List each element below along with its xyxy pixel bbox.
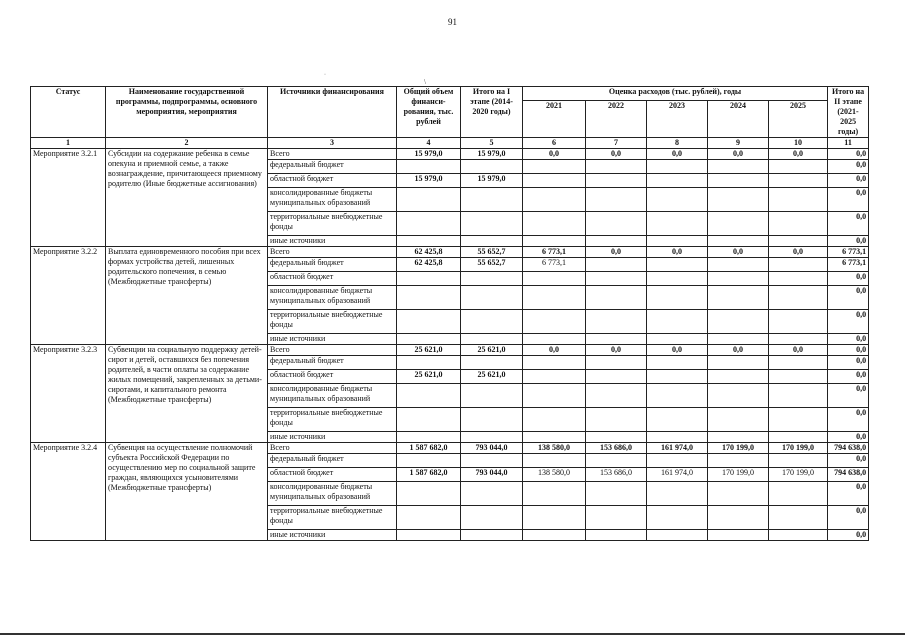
value-cell-y2023	[647, 272, 708, 286]
header-name: Наименование государственной программы, подпрограммы, основного мероприятия, мероприятия	[106, 87, 268, 138]
value-cell-s2: 0,0	[828, 345, 869, 356]
funding-source: иные источники	[268, 334, 397, 345]
value-cell-s1: 793 044,0	[461, 443, 523, 454]
value-cell-y2022	[586, 174, 647, 188]
value-cell-s1	[461, 188, 523, 212]
measure-status: Мероприятие 3.2.4	[31, 443, 106, 541]
header-sources: Источники финансирования	[268, 87, 397, 138]
value-cell-s2: 0,0	[828, 149, 869, 160]
value-cell-y2024	[708, 432, 769, 443]
header-year: 2025	[769, 101, 828, 138]
value-cell-y2022	[586, 286, 647, 310]
value-cell-s1: 15 979,0	[461, 174, 523, 188]
value-cell-y2025	[769, 408, 828, 432]
value-cell-y2021	[523, 530, 586, 541]
value-cell-y2023	[647, 212, 708, 236]
value-cell-s2: 0,0	[828, 236, 869, 247]
value-cell-y2024	[708, 258, 769, 272]
value-cell-y2022	[586, 408, 647, 432]
measure-name: Субвенции на социальную поддержку детей-сирот и детей, оставшихся без попечения родителей, в части оплаты за содержание жилых помещений, закрепленных за детьми-сиротами, и капитального ремонта (Межбюджетные трансферты)	[106, 345, 268, 443]
value-cell-y2021	[523, 356, 586, 370]
value-cell-y2022	[586, 188, 647, 212]
value-cell-y2024: 0,0	[708, 149, 769, 160]
value-cell-s2: 794 638,0	[828, 468, 869, 482]
value-cell-y2024: 0,0	[708, 247, 769, 258]
value-cell-y2023: 0,0	[647, 149, 708, 160]
value-cell-total	[397, 236, 461, 247]
scan-mark: ·	[324, 72, 326, 78]
value-cell-y2021: 138 580,0	[523, 468, 586, 482]
value-cell-y2025: 0,0	[769, 345, 828, 356]
funding-source: областной бюджет	[268, 272, 397, 286]
value-cell-s1	[461, 272, 523, 286]
value-cell-y2021	[523, 160, 586, 174]
value-cell-y2022	[586, 530, 647, 541]
value-cell-s2: 6 773,1	[828, 258, 869, 272]
value-cell-s2: 794 638,0	[828, 443, 869, 454]
value-cell-y2025	[769, 310, 828, 334]
value-cell-y2025	[769, 454, 828, 468]
value-cell-y2025: 0,0	[769, 247, 828, 258]
funding-source: иные источники	[268, 530, 397, 541]
value-cell-s2: 0,0	[828, 408, 869, 432]
value-cell-total	[397, 188, 461, 212]
page-number: 91	[448, 17, 457, 27]
column-number: 10	[769, 138, 828, 149]
value-cell-y2021: 0,0	[523, 149, 586, 160]
measure-name: Субсидии на содержание ребенка в семье опекуна и приемной семье, а также вознаграждение, причитающееся приемному родителю (Иные бюджетные ассигнования)	[106, 149, 268, 247]
value-cell-y2024	[708, 160, 769, 174]
value-cell-y2023	[647, 370, 708, 384]
funding-source: Всего	[268, 443, 397, 454]
value-cell-s2: 0,0	[828, 432, 869, 443]
header-stage1: Итого на I этапе (2014-2020 годы)	[461, 87, 523, 138]
value-cell-y2021	[523, 334, 586, 345]
value-cell-s2: 0,0	[828, 174, 869, 188]
value-cell-y2023	[647, 160, 708, 174]
funding-source: консолидированные бюджеты муниципальных образований	[268, 482, 397, 506]
value-cell-y2024: 170 199,0	[708, 443, 769, 454]
funding-source: иные источники	[268, 432, 397, 443]
value-cell-y2024	[708, 188, 769, 212]
value-cell-y2024	[708, 236, 769, 247]
value-cell-s2: 0,0	[828, 310, 869, 334]
funding-source: федеральный бюджет	[268, 258, 397, 272]
value-cell-total: 62 425,8	[397, 247, 461, 258]
value-cell-y2021: 6 773,1	[523, 258, 586, 272]
header-year: 2024	[708, 101, 769, 138]
value-cell-total	[397, 530, 461, 541]
value-cell-y2023	[647, 174, 708, 188]
value-cell-y2024	[708, 272, 769, 286]
value-cell-y2024	[708, 174, 769, 188]
header-estimate: Оценка расходов (тыс. рублей), годы	[523, 87, 828, 101]
value-cell-y2024	[708, 506, 769, 530]
value-cell-y2023: 0,0	[647, 345, 708, 356]
value-cell-s2: 0,0	[828, 530, 869, 541]
value-cell-y2025	[769, 432, 828, 443]
funding-source: иные источники	[268, 236, 397, 247]
value-cell-total	[397, 506, 461, 530]
value-cell-y2025: 0,0	[769, 149, 828, 160]
table-row	[31, 443, 869, 454]
value-cell-total	[397, 384, 461, 408]
funding-source: консолидированные бюджеты муниципальных образований	[268, 384, 397, 408]
value-cell-y2021: 0,0	[523, 345, 586, 356]
funding-source: федеральный бюджет	[268, 160, 397, 174]
value-cell-y2021	[523, 506, 586, 530]
value-cell-y2024	[708, 212, 769, 236]
value-cell-y2025	[769, 212, 828, 236]
value-cell-y2021	[523, 212, 586, 236]
value-cell-y2022	[586, 482, 647, 506]
funding-source: территориальные внебюджетные фонды	[268, 408, 397, 432]
value-cell-s2: 6 773,1	[828, 247, 869, 258]
value-cell-s2: 0,0	[828, 188, 869, 212]
table-row	[31, 345, 869, 356]
value-cell-y2023	[647, 408, 708, 432]
value-cell-y2021	[523, 272, 586, 286]
value-cell-y2023	[647, 384, 708, 408]
header-year: 2023	[647, 101, 708, 138]
value-cell-y2021: 6 773,1	[523, 247, 586, 258]
value-cell-total: 25 621,0	[397, 345, 461, 356]
value-cell-y2025	[769, 506, 828, 530]
value-cell-total: 62 425,8	[397, 258, 461, 272]
funding-source: консолидированные бюджеты муниципальных образований	[268, 286, 397, 310]
value-cell-total	[397, 160, 461, 174]
column-number: 1	[31, 138, 106, 149]
column-number: 3	[268, 138, 397, 149]
value-cell-y2022	[586, 454, 647, 468]
value-cell-s1	[461, 432, 523, 443]
value-cell-y2024	[708, 310, 769, 334]
value-cell-s1: 25 621,0	[461, 345, 523, 356]
header-status: Статус	[31, 87, 106, 138]
value-cell-y2024: 0,0	[708, 345, 769, 356]
funding-source: Всего	[268, 247, 397, 258]
value-cell-y2024: 170 199,0	[708, 468, 769, 482]
value-cell-y2022	[586, 272, 647, 286]
value-cell-total: 15 979,0	[397, 174, 461, 188]
value-cell-y2025	[769, 530, 828, 541]
value-cell-s1	[461, 408, 523, 432]
value-cell-y2023	[647, 432, 708, 443]
value-cell-y2022: 0,0	[586, 247, 647, 258]
value-cell-y2022: 0,0	[586, 149, 647, 160]
value-cell-y2025	[769, 236, 828, 247]
value-cell-y2023	[647, 236, 708, 247]
funding-source: областной бюджет	[268, 370, 397, 384]
value-cell-s1	[461, 286, 523, 310]
value-cell-s1	[461, 212, 523, 236]
value-cell-y2021	[523, 188, 586, 212]
value-cell-s2: 0,0	[828, 212, 869, 236]
value-cell-s2: 0,0	[828, 356, 869, 370]
value-cell-s2: 0,0	[828, 454, 869, 468]
value-cell-s1: 55 652,7	[461, 258, 523, 272]
value-cell-y2022	[586, 310, 647, 334]
value-cell-y2023	[647, 258, 708, 272]
value-cell-total: 15 979,0	[397, 149, 461, 160]
page-bottom-border	[0, 633, 905, 635]
value-cell-y2023	[647, 188, 708, 212]
value-cell-s1	[461, 310, 523, 334]
value-cell-y2023: 0,0	[647, 247, 708, 258]
value-cell-s1: 793 044,0	[461, 468, 523, 482]
funding-source: Всего	[268, 345, 397, 356]
value-cell-y2021	[523, 236, 586, 247]
column-number: 2	[106, 138, 268, 149]
value-cell-y2021	[523, 384, 586, 408]
value-cell-y2025	[769, 160, 828, 174]
value-cell-y2023	[647, 482, 708, 506]
value-cell-s1: 25 621,0	[461, 370, 523, 384]
value-cell-s2: 0,0	[828, 160, 869, 174]
financing-table	[30, 86, 869, 541]
value-cell-total: 1 587 682,0	[397, 443, 461, 454]
value-cell-y2025	[769, 188, 828, 212]
funding-source: территориальные внебюджетные фонды	[268, 212, 397, 236]
table-row	[31, 247, 869, 258]
table-row	[31, 149, 869, 160]
value-cell-s1	[461, 236, 523, 247]
column-numbers-row	[31, 138, 869, 149]
value-cell-y2024	[708, 454, 769, 468]
value-cell-y2022	[586, 356, 647, 370]
value-cell-y2022	[586, 506, 647, 530]
value-cell-y2023	[647, 530, 708, 541]
value-cell-y2022	[586, 370, 647, 384]
value-cell-y2024	[708, 482, 769, 506]
header-total-volume: Общий объем финанси-рования, тыс. рублей	[397, 87, 461, 138]
value-cell-s2: 0,0	[828, 482, 869, 506]
value-cell-s1	[461, 384, 523, 408]
value-cell-total	[397, 286, 461, 310]
measure-name: Выплата единовременного пособия при всех формах устройства детей, лишенных родительского попечения, в семью (Межбюджетные трансферты)	[106, 247, 268, 345]
value-cell-y2022	[586, 212, 647, 236]
column-number: 8	[647, 138, 708, 149]
value-cell-s2: 0,0	[828, 384, 869, 408]
value-cell-y2025	[769, 258, 828, 272]
header-stage2: Итого на II этапе (2021-2025 годы)	[828, 87, 869, 138]
value-cell-s1	[461, 454, 523, 468]
value-cell-y2025	[769, 384, 828, 408]
value-cell-total: 1 587 682,0	[397, 468, 461, 482]
column-number: 4	[397, 138, 461, 149]
value-cell-y2025	[769, 174, 828, 188]
value-cell-y2024	[708, 408, 769, 432]
value-cell-y2025: 170 199,0	[769, 468, 828, 482]
value-cell-total	[397, 356, 461, 370]
value-cell-y2021	[523, 482, 586, 506]
value-cell-total	[397, 212, 461, 236]
value-cell-y2023	[647, 310, 708, 334]
value-cell-y2021	[523, 370, 586, 384]
value-cell-y2025	[769, 286, 828, 310]
value-cell-y2024	[708, 530, 769, 541]
funding-source: федеральный бюджет	[268, 454, 397, 468]
value-cell-s1	[461, 506, 523, 530]
value-cell-y2025	[769, 482, 828, 506]
header-year: 2021	[523, 101, 586, 138]
value-cell-s2: 0,0	[828, 286, 869, 310]
value-cell-y2022: 153 686,0	[586, 468, 647, 482]
funding-source: территориальные внебюджетные фонды	[268, 310, 397, 334]
measure-status: Мероприятие 3.2.1	[31, 149, 106, 247]
value-cell-total	[397, 334, 461, 345]
value-cell-total	[397, 310, 461, 334]
value-cell-y2024	[708, 334, 769, 345]
column-number: 11	[828, 138, 869, 149]
value-cell-y2025	[769, 272, 828, 286]
column-number: 6	[523, 138, 586, 149]
value-cell-y2023: 161 974,0	[647, 443, 708, 454]
value-cell-y2022: 153 686,0	[586, 443, 647, 454]
value-cell-y2021	[523, 174, 586, 188]
funding-source: областной бюджет	[268, 468, 397, 482]
measure-status: Мероприятие 3.2.3	[31, 345, 106, 443]
column-number: 9	[708, 138, 769, 149]
scan-mark: \	[424, 78, 426, 86]
value-cell-s1	[461, 482, 523, 506]
value-cell-s1	[461, 334, 523, 345]
value-cell-total: 25 621,0	[397, 370, 461, 384]
value-cell-y2025	[769, 356, 828, 370]
funding-source: территориальные внебюджетные фонды	[268, 506, 397, 530]
value-cell-s1	[461, 160, 523, 174]
value-cell-s2: 0,0	[828, 370, 869, 384]
column-number: 5	[461, 138, 523, 149]
value-cell-s2: 0,0	[828, 272, 869, 286]
value-cell-y2025	[769, 370, 828, 384]
value-cell-y2022: 0,0	[586, 345, 647, 356]
value-cell-y2022	[586, 432, 647, 443]
value-cell-s1: 55 652,7	[461, 247, 523, 258]
value-cell-y2021	[523, 408, 586, 432]
value-cell-y2023	[647, 506, 708, 530]
value-cell-total	[397, 272, 461, 286]
value-cell-y2025	[769, 334, 828, 345]
value-cell-total	[397, 454, 461, 468]
value-cell-y2022	[586, 334, 647, 345]
funding-source: областной бюджет	[268, 174, 397, 188]
value-cell-total	[397, 432, 461, 443]
value-cell-y2022	[586, 384, 647, 408]
value-cell-s1	[461, 356, 523, 370]
value-cell-s1	[461, 530, 523, 541]
value-cell-y2021	[523, 454, 586, 468]
value-cell-y2021: 138 580,0	[523, 443, 586, 454]
value-cell-y2022	[586, 258, 647, 272]
value-cell-s1: 15 979,0	[461, 149, 523, 160]
value-cell-y2023	[647, 356, 708, 370]
value-cell-y2023	[647, 454, 708, 468]
value-cell-y2024	[708, 370, 769, 384]
value-cell-s2: 0,0	[828, 506, 869, 530]
value-cell-y2022	[586, 160, 647, 174]
funding-source: федеральный бюджет	[268, 356, 397, 370]
value-cell-y2023: 161 974,0	[647, 468, 708, 482]
value-cell-total	[397, 482, 461, 506]
value-cell-y2022	[586, 236, 647, 247]
column-number: 7	[586, 138, 647, 149]
value-cell-y2021	[523, 310, 586, 334]
value-cell-y2025: 170 199,0	[769, 443, 828, 454]
value-cell-y2024	[708, 356, 769, 370]
value-cell-y2021	[523, 432, 586, 443]
value-cell-total	[397, 408, 461, 432]
value-cell-y2023	[647, 334, 708, 345]
measure-status: Мероприятие 3.2.2	[31, 247, 106, 345]
measure-name: Субвенция на осуществление полномочий субъекта Российской Федерации по осуществлению мер по социальной защите граждан, являющихся усыновителями (Межбюджетные трансферты)	[106, 443, 268, 541]
value-cell-s2: 0,0	[828, 334, 869, 345]
value-cell-y2024	[708, 384, 769, 408]
value-cell-y2024	[708, 286, 769, 310]
header-year: 2022	[586, 101, 647, 138]
value-cell-y2023	[647, 286, 708, 310]
funding-source: консолидированные бюджеты муниципальных образований	[268, 188, 397, 212]
value-cell-y2021	[523, 286, 586, 310]
funding-source: Всего	[268, 149, 397, 160]
